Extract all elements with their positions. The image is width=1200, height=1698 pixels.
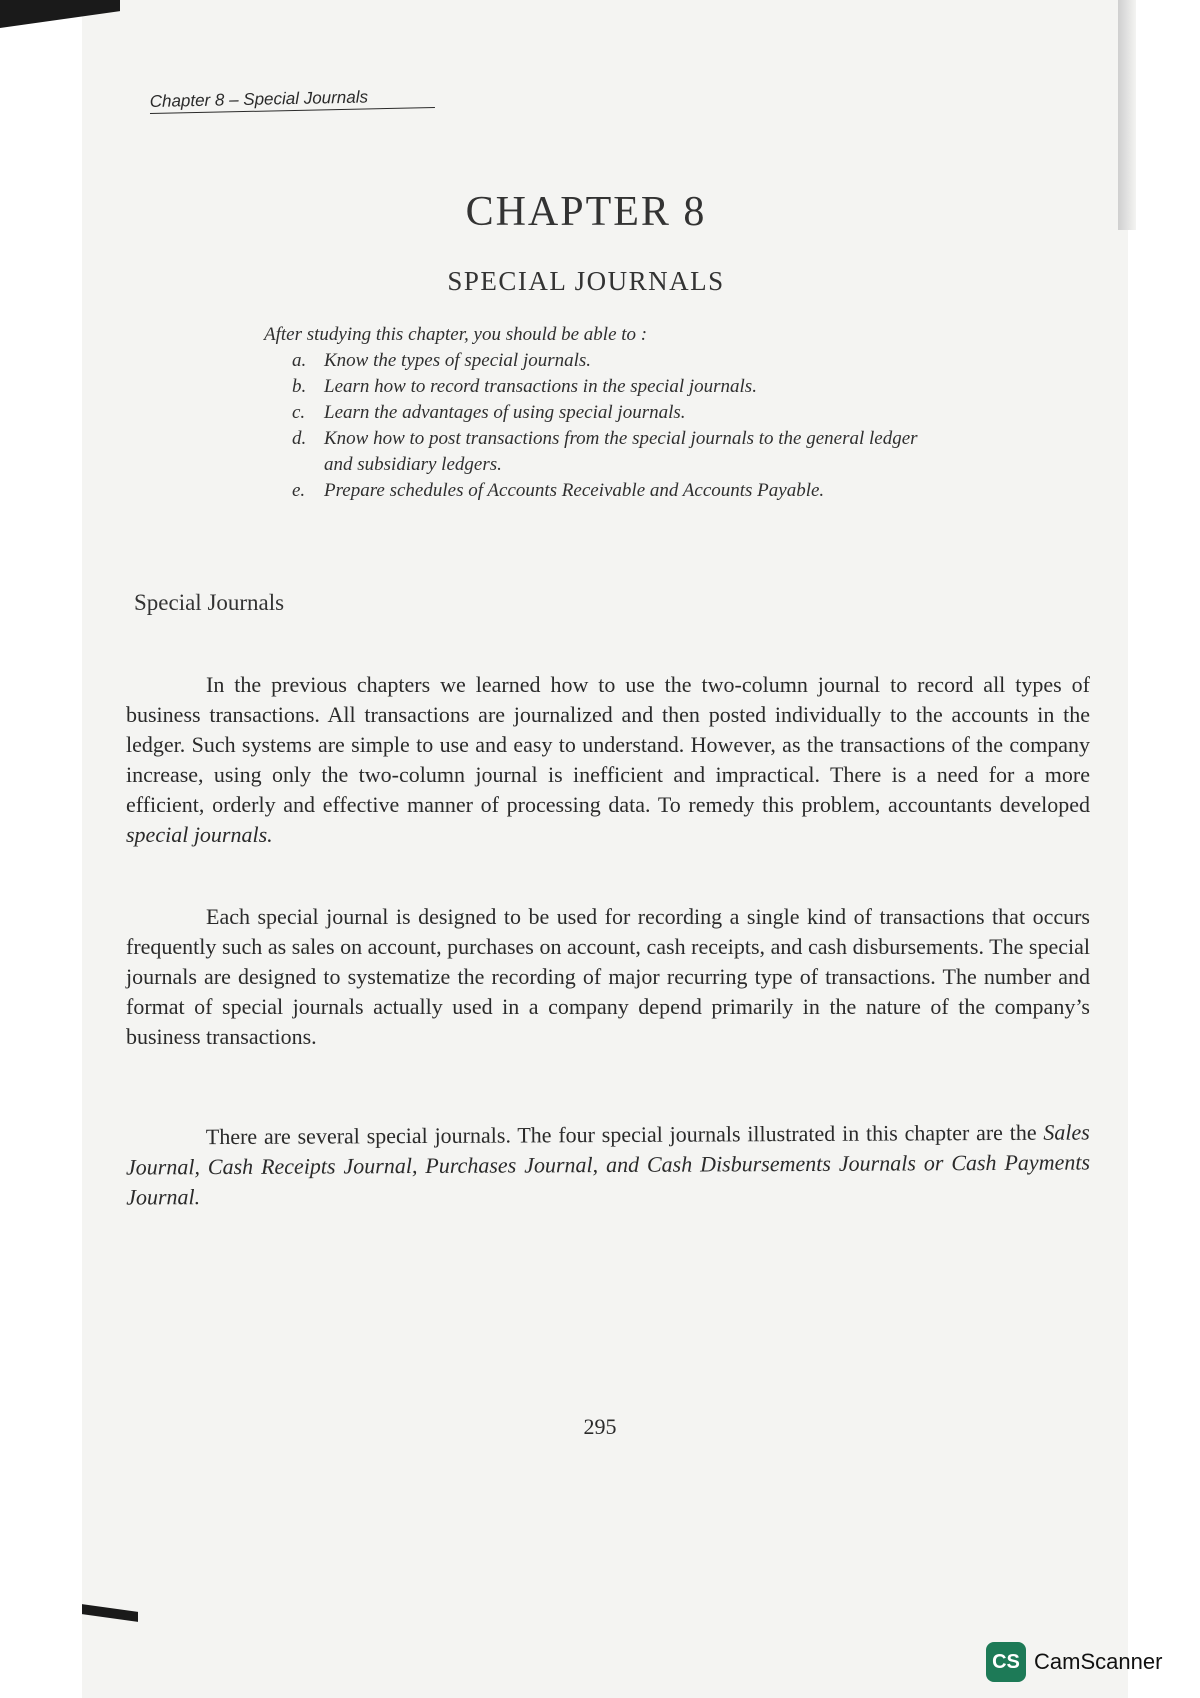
objective-text: Know how to post transactions from the special journals to the general ledger and subsidiary ledgers.: [324, 428, 918, 475]
running-header: Chapter 8 – Special Journals: [150, 86, 435, 114]
paragraph-3-emphasis: Sales Journal, Cash Receipts Journal, Purchases Journal, and Cash Disbursements Journals or Cash Payments Journal.: [125, 1119, 1091, 1210]
section-heading: Special Journals: [134, 590, 285, 615]
paragraph-3: [126, 1117, 1090, 1212]
objective-item: [264, 374, 924, 400]
objective-marker: a.: [292, 350, 307, 371]
objective-item: [264, 478, 924, 504]
camscanner-logo-icon: CS: [986, 1642, 1026, 1682]
objective-text: Know the types of special journals.: [324, 350, 592, 371]
objective-text: Learn the advantages of using special journals.: [324, 402, 686, 423]
paragraph-1: [126, 670, 1090, 850]
paragraph-1-text: In the previous chapters we learned how to use the two-column journal to record all types of business transactions. All transactions are journalized and then posted individually to the accounts in the ledger. Such systems are simple to use and easy to understand. However, as the transactions of the company increase, using only the two-column journal is inefficient and impractical. There is a need for a more efficient, orderly and effective manner of processing data. To remedy this problem, accountants developed: [126, 672, 1090, 817]
learning-objectives: [264, 322, 924, 504]
objectives-list: [264, 348, 924, 504]
objective-marker: e.: [292, 480, 306, 501]
objective-marker: c.: [292, 402, 306, 423]
paragraph-3-text: There are several special journals. The four special journals illustrated in this chapter are the: [205, 1119, 1044, 1150]
paragraph-1-emphasis: special journals.: [126, 822, 273, 847]
page-number: 295: [583, 1414, 617, 1439]
objective-text: Prepare schedules of Accounts Receivable and Accounts Payable.: [324, 480, 825, 501]
objective-marker: d.: [292, 428, 307, 449]
chapter-subtitle: SPECIAL JOURNALS: [447, 266, 725, 296]
objective-item: [264, 348, 924, 374]
paragraph-2: Each special journal is designed to be used for recording a single kind of transactions that occurs frequently such as sales on account, purchases on account, cash receipts, and cash disbursements. The special journals are designed to systematize the recording of major recurring type of transactions. The number and format of special journals actually used in a company depend primarily in the nature of the company’s business transactions.: [126, 904, 1090, 1049]
camscanner-label: CamScanner: [1034, 1649, 1163, 1674]
objectives-intro: After studying this chapter, you should be able to :: [264, 324, 648, 345]
camscanner-watermark: [986, 1642, 1162, 1682]
objective-item: [264, 400, 924, 426]
chapter-title: CHAPTER 8: [465, 189, 707, 235]
objective-item: [264, 426, 924, 478]
objective-marker: b.: [292, 376, 307, 397]
objective-text: Learn how to record transactions in the special journals.: [324, 376, 757, 397]
